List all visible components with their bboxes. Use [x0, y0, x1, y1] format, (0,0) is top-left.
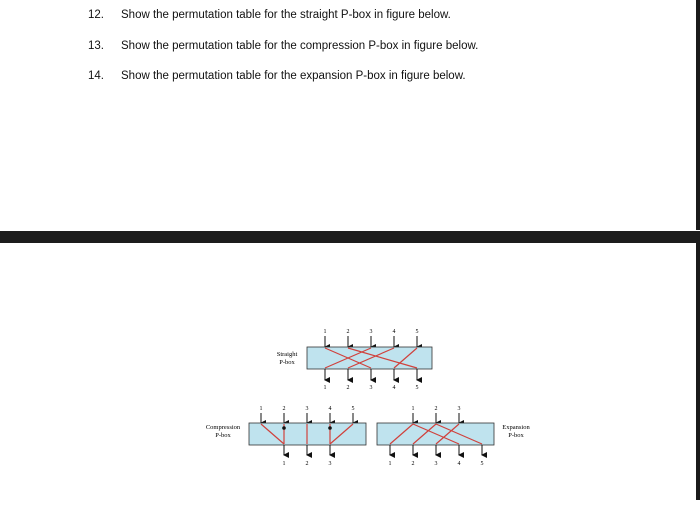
compression-output-arrows: [284, 445, 330, 455]
straight-input-number: 3: [369, 329, 373, 335]
straight-input-number: 4: [392, 329, 396, 335]
page-divider: [0, 231, 700, 243]
question-number: 13.: [88, 40, 104, 52]
expansion-pbox: [377, 406, 530, 467]
compression-output-number: 1: [282, 461, 286, 467]
question-12: [88, 9, 451, 21]
document-page-top: [0, 0, 700, 230]
expansion-label-line2: P-box: [508, 432, 524, 439]
expansion-input-number: 3: [457, 406, 461, 412]
expansion-input-arrows: [413, 413, 459, 423]
compression-output-number: 3: [328, 461, 332, 467]
expansion-input-number: 1: [411, 406, 415, 412]
compression-input-number: 1: [259, 406, 263, 412]
compression-input-number: 3: [305, 406, 309, 412]
expansion-output-arrows: [390, 445, 482, 455]
compression-input-number: 4: [328, 406, 332, 412]
compression-input-arrows: [261, 413, 353, 423]
question-text: Show the permutation table for the expansion P-box in figure below.: [121, 70, 466, 82]
question-number: 12.: [88, 9, 104, 21]
question-13: [88, 40, 478, 52]
compression-input-number: 2: [282, 406, 286, 412]
compression-junction-dot: [282, 426, 286, 430]
straight-output-number: 5: [415, 385, 419, 391]
straight-input-arrows: [325, 336, 417, 347]
expansion-output-number: 5: [480, 461, 484, 467]
expansion-output-number: 4: [457, 461, 461, 467]
compression-output-number: 2: [305, 461, 309, 467]
compression-label-line2: P-box: [215, 432, 231, 439]
question-14: [88, 70, 466, 82]
compression-label-line1: Compression: [205, 424, 241, 431]
straight-input-number: 5: [415, 329, 419, 335]
expansion-output-number: 3: [434, 461, 438, 467]
straight-pbox: [277, 329, 432, 391]
straight-label-line2: P-box: [279, 359, 295, 366]
question-text: Show the permutation table for the compression P-box in figure below.: [121, 40, 479, 52]
pbox-figure: [0, 243, 696, 500]
straight-output-arrows: [325, 369, 417, 380]
question-number: 14.: [88, 70, 104, 82]
straight-output-number: 4: [392, 385, 396, 391]
compression-input-number: 5: [351, 406, 355, 412]
straight-output-number: 1: [323, 385, 327, 391]
expansion-output-number: 2: [411, 461, 415, 467]
expansion-input-number: 2: [434, 406, 438, 412]
expansion-label-line1: Expansion: [502, 424, 530, 431]
straight-output-number: 2: [346, 385, 350, 391]
document-page-bottom: [0, 243, 700, 500]
straight-output-number: 3: [369, 385, 373, 391]
straight-label-line1: Straight: [276, 351, 298, 358]
straight-input-number: 2: [346, 329, 350, 335]
compression-pbox: [206, 406, 366, 467]
expansion-output-number: 1: [388, 461, 392, 467]
straight-input-number: 1: [323, 329, 327, 335]
compression-junction-dot: [328, 426, 332, 430]
question-text: Show the permutation table for the straight P-box in figure below.: [121, 9, 451, 21]
